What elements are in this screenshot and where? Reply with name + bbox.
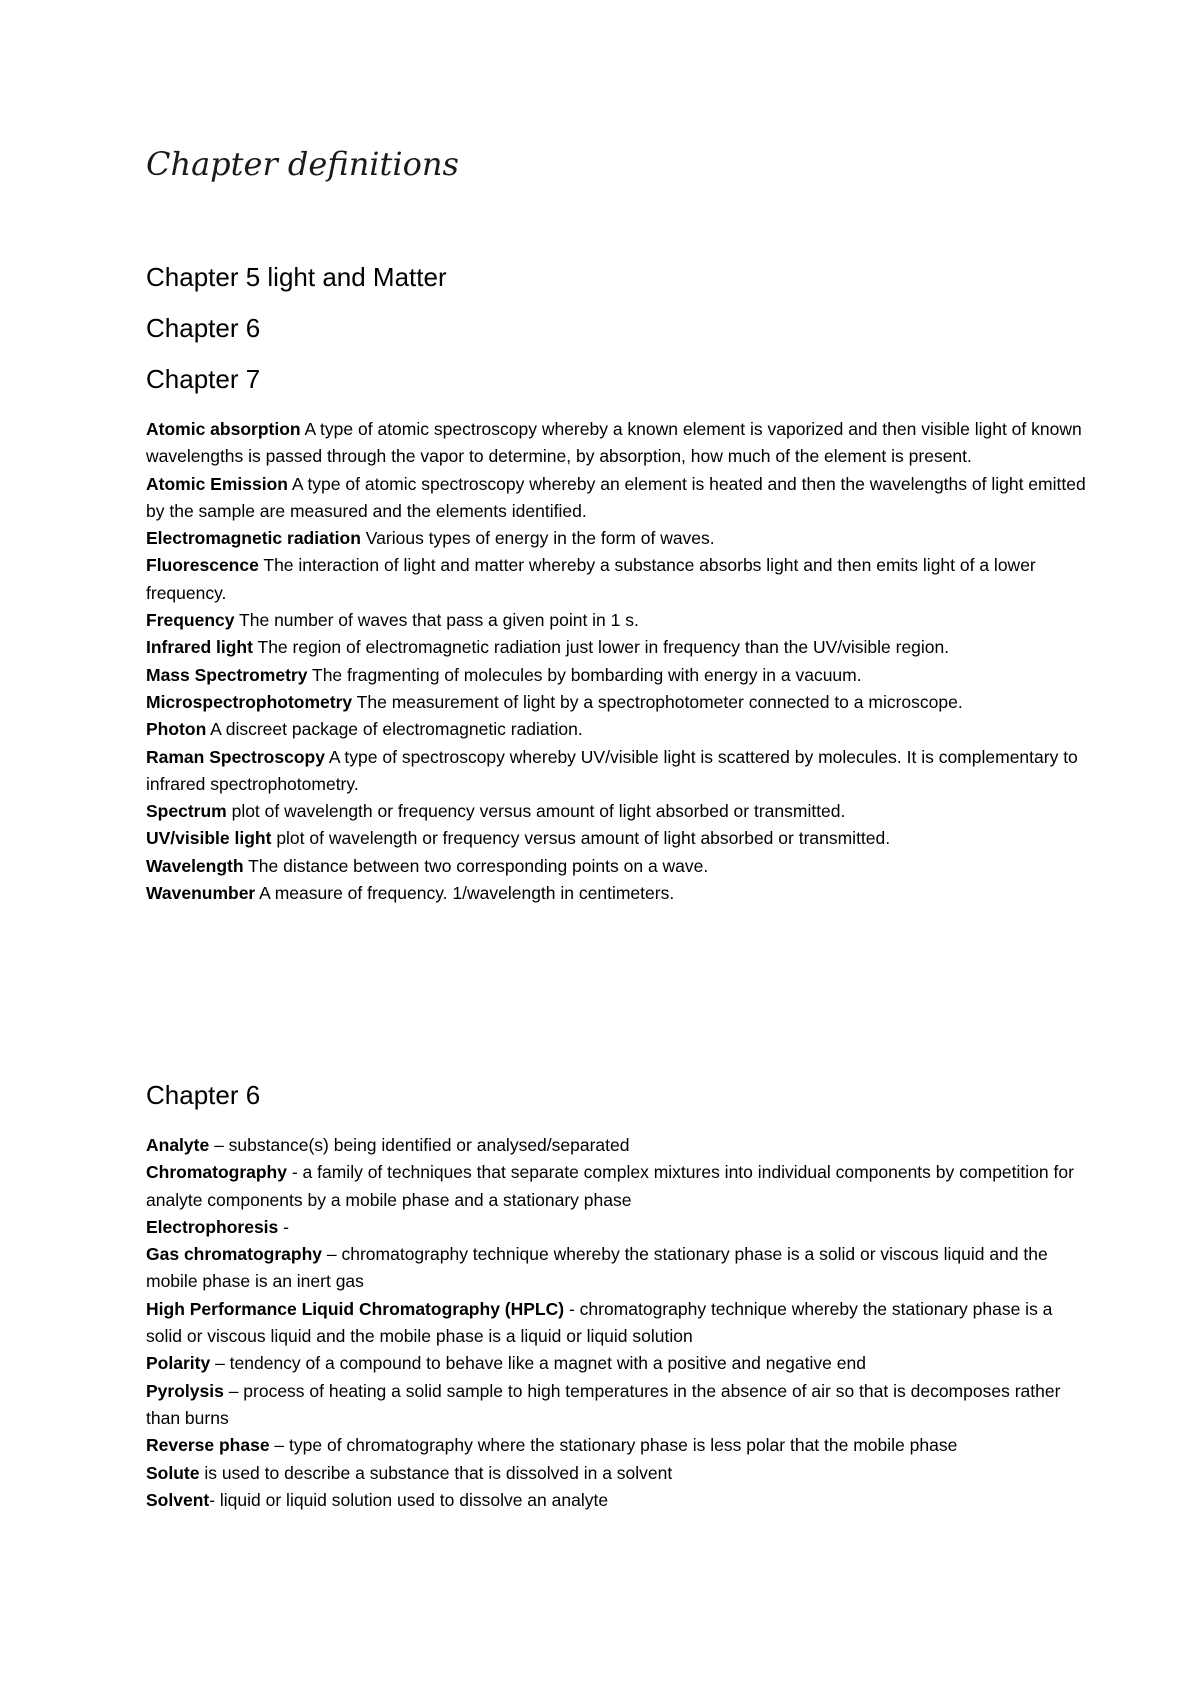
definition-item <box>146 716 1086 743</box>
chapter-7-heading: Chapter 7 <box>146 364 261 394</box>
definition-item <box>146 825 1086 852</box>
definition-text: The measurement of light by a spectrophotometer connected to a microscope. <box>352 691 963 712</box>
definition-item <box>146 853 1086 880</box>
definition-text: A measure of frequency. 1/wavelength in centimeters. <box>255 883 675 904</box>
definition-item <box>146 416 1086 471</box>
definition-item <box>146 744 1086 799</box>
definition-term: Infrared light <box>146 637 253 658</box>
definition-item <box>146 1296 1086 1351</box>
definition-text: – chromatography technique whereby the stationary phase is a solid or viscous liquid and the mobile phase is an inert gas <box>146 1244 1048 1292</box>
definition-term: Wavelength <box>146 855 244 876</box>
definition-text: The distance between two corresponding points on a wave. <box>243 855 709 876</box>
definition-term: Electrophoresis <box>146 1216 279 1237</box>
definition-item <box>146 1460 1086 1487</box>
definition-item <box>146 525 1086 552</box>
definition-text: - <box>278 1216 289 1237</box>
definition-term: Electromagnetic radiation <box>146 528 361 549</box>
definition-term: Atomic absorption <box>146 419 301 439</box>
definition-item <box>146 1214 1086 1241</box>
definition-text: A discreet package of electromagnetic radiation. <box>206 719 583 740</box>
page-title: Chapter definitions <box>146 145 459 183</box>
definition-text: plot of wavelength or frequency versus amount of light absorbed or transmitted. <box>226 801 846 822</box>
definition-text: The region of electromagnetic radiation just lower in frequency than the UV/visible region. <box>252 637 950 658</box>
chapter-6-heading: Chapter 6 <box>146 313 261 343</box>
definition-text: - liquid or liquid solution used to dissolve an analyte <box>209 1489 609 1510</box>
definition-term: Fluorescence <box>146 555 259 576</box>
definition-term: Reverse phase <box>146 1435 270 1456</box>
definition-term: Photon <box>146 719 207 740</box>
chapter-6-section-heading: Chapter 6 <box>146 1080 261 1110</box>
definition-item <box>146 634 1086 661</box>
definition-text: A type of atomic spectroscopy whereby an element is heated and then the wavelengths of light emitted by the sample are measured and the elements identified. <box>146 473 1086 521</box>
definition-text: – tendency of a compound to behave like a magnet with a positive and negative end <box>210 1353 866 1374</box>
definitions-list-1 <box>146 416 1086 907</box>
definition-item <box>146 1378 1086 1433</box>
definition-item <box>146 471 1086 526</box>
definition-text: Various types of energy in the form of waves. <box>360 528 715 549</box>
definition-term: Analyte <box>146 1135 210 1155</box>
definition-item <box>146 552 1086 607</box>
definition-term: Wavenumber <box>146 883 256 904</box>
definition-term: Pyrolysis <box>146 1380 224 1401</box>
definition-term: Atomic Emission <box>146 473 288 494</box>
definition-item <box>146 880 1086 907</box>
definition-term: Raman Spectroscopy <box>146 746 325 767</box>
definition-term: Solvent <box>146 1489 210 1510</box>
definition-item <box>146 662 1086 689</box>
definition-text: The interaction of light and matter whereby a substance absorbs light and then emits light of a lower frequency. <box>146 555 1036 603</box>
definition-term: Polarity <box>146 1353 211 1374</box>
definition-term: Solute <box>146 1462 200 1483</box>
definition-item <box>146 1132 1086 1159</box>
definition-term: Chromatography <box>146 1162 287 1183</box>
definition-item <box>146 1241 1086 1296</box>
definition-text: is used to describe a substance that is dissolved in a solvent <box>199 1462 673 1483</box>
definition-text: - chromatography technique whereby the stationary phase is a solid or viscous liquid and the mobile phase is a liquid or liquid solution <box>146 1298 1053 1347</box>
definition-term: Microspectrophotometry <box>146 691 353 712</box>
definition-text: The number of waves that pass a given point in 1 s. <box>234 610 639 631</box>
definition-item <box>146 1432 1086 1459</box>
definition-item <box>146 607 1086 634</box>
definition-item <box>146 1487 1086 1514</box>
definition-term: Frequency <box>146 610 235 631</box>
definition-text: plot of wavelength or frequency versus amount of light absorbed or transmitted. <box>271 828 891 849</box>
definition-text: – substance(s) being identified or analysed/separated <box>209 1135 630 1155</box>
definition-term: Gas chromatography <box>146 1244 323 1265</box>
definition-text: A type of spectroscopy whereby UV/visible light is scattered by molecules. It is complementary to infrared spectrophotometry. <box>146 746 1078 794</box>
definition-term: Mass Spectrometry <box>146 664 308 685</box>
definition-term: UV/visible light <box>146 828 272 849</box>
definitions-list-2 <box>146 1132 1086 1514</box>
definition-term: High Performance Liquid Chromatography (HPLC) <box>146 1298 565 1319</box>
definition-item <box>146 689 1086 716</box>
definition-item <box>146 1159 1086 1214</box>
chapter-5-heading: Chapter 5 light and Matter <box>146 262 447 292</box>
definition-item <box>146 1350 1086 1377</box>
definition-item <box>146 798 1086 825</box>
definition-text: A type of atomic spectroscopy whereby a known element is vaporized and then visible light of known wavelengths is passed through the vapor to determine, by absorption, how much of the element is present. <box>146 419 1082 467</box>
definition-text: The fragmenting of molecules by bombarding with energy in a vacuum. <box>307 664 862 685</box>
definition-term: Spectrum <box>146 801 227 822</box>
definition-text: – process of heating a solid sample to high temperatures in the absence of air so that is decomposes rather than burns <box>146 1380 1061 1428</box>
definition-text: – type of chromatography where the stationary phase is less polar that the mobile phase <box>269 1435 958 1456</box>
definition-text: - a family of techniques that separate complex mixtures into individual components by competition for analyte components by a mobile phase and a stationary phase <box>146 1162 1074 1210</box>
